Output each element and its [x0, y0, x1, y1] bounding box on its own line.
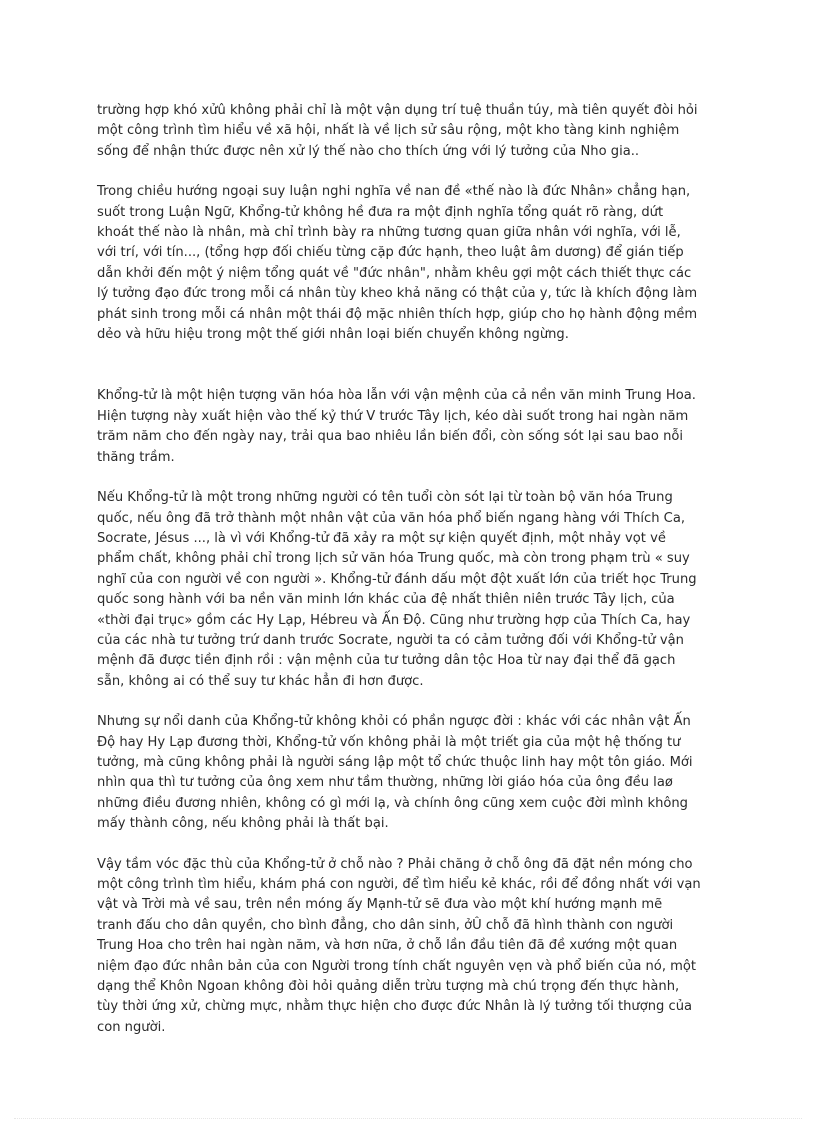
paragraph-5: Nhưng sự nổi danh của Khổng-tử không khỏi có phần ngược đời : khác với các nhân vật Ấn Độ hay Hy Lạp đương thời, Khổng-tử vốn không phải là một triết gia của một hệ thống tư tưởng, mà cũng không phải là người sáng lập một tổ chức thuộc linh hay một tôn giáo. Mới nhìn qua thì tư tưởng của ông xem như tầm thường, những lời giáo hóa của ông đều laø những điều đương nhiên, không có gì mới lạ, và chính ông cũng xem cuộc đời mình không mấy thành công, nếu không phải là thất bại. — [97, 714, 693, 832]
paragraph-spacer — [97, 692, 729, 712]
paragraph-spacer — [97, 162, 729, 182]
paragraph-1: trường hợp khó xửû không phải chỉ là một vận dụng trí tuệ thuần túy, mà tiên quyết đòi hỏi một công trình tìm hiểu về xã hội, nhất là về lịch sử sâu rộng, một kho tàng kinh nghiệm sống để nhận thức được nên xử lý thế nào cho thích ứng với lý tưởng của Nho gia.. — [97, 103, 698, 159]
section-spacer — [97, 345, 729, 386]
paragraph-4: Nếu Khổng-tử là một trong những người có tên tuổi còn sót lại từ toàn bộ văn hóa Trung quốc, nếu ông đã trở thành một nhân vật của văn hóa phổ biến ngang hàng với Thích Ca, Socrate, Jésus ..., là vì với Khổng-tử đã xảy ra một sự kiện quyết định, một nhảy vọt về phẩm chất, không phải chỉ trong lịch sử văn hóa Trung quốc, mà còn trong phạm trù « suy nghĩ của con người về con người ». Khổng-tử đánh dấu một đột xuất lớn của triết học Trung quốc song hành với ba nền văn minh lớn khác của đệ nhất thiên niên trước Tây lịch, của «thời đại trục» gồm các Hy Lạp, Hébreu và Ấn Độ. Cũng như trường hợp của Thích Ca, hay của các nhà tư tưởng trứ danh trước Socrate, người ta có cảm tưởng đối với Khổng-tử vận mệnh đã được tiền định rồi : vận mệnh của tư tưởng dân tộc Hoa từ nay đại thể đã gạch sẵn, không ai có thể suy tư khác hẳn đi hơn được. — [97, 490, 697, 689]
document-body — [97, 101, 729, 1038]
page-bottom-divider — [14, 1118, 802, 1119]
paragraph-3: Khổng-tử là một hiện tượng văn hóa hòa lẫn với vận mệnh của cả nền văn minh Trung Hoa. Hiện tượng này xuất hiện vào thế kỷ thứ V trước Tây lịch, kéo dài suốt trong hai ngàn năm trăm năm cho đến ngày nay, trải qua bao nhiêu lần biến đổi, còn sống sót lại sau bao nỗi thăng trầm. — [97, 388, 696, 465]
paragraph-6: Vậy tầm vóc đặc thù của Khổng-tử ở chỗ nào ? Phải chăng ở chỗ ông đã đặt nền móng cho một công trình tìm hiểu, khám phá con người, để tìm hiểu kẻ khác, rồi để đồng nhất với vạn vật và Trời mà về sau, trên nền móng ấy Mạnh-tử sẽ đưa vào một khí hướng mạnh mẽ tranh đấu cho dân quyền, cho bình đẳng, cho dân sinh, ởÛ chỗ đã hình thành con người Trung Hoa cho trên hai ngàn năm, và hơn nữa, ở chỗ lần đầu tiên đã đề xướng một quan niệm đạo đức nhân bản của con Người trong tính chất nguyên vẹn và phổ biến của nó, một dạng thể Khôn Ngoan không đòi hỏi quảng diễn trừu tượng mà chú trọng đến thực hành, tùy thời ứng xử, chừng mực, nhằm thực hiện cho được đức Nhân là lý tưởng tối thượng của con người. — [97, 856, 701, 1035]
paragraph-spacer — [97, 468, 729, 488]
paragraph-spacer — [97, 835, 729, 855]
paragraph-2: Trong chiều hướng ngoại suy luận nghi nghĩa về nan đề «thế nào là đức Nhân» chẳng hạn, suốt trong Luận Ngữ, Khổng-tử không hề đưa ra một định nghĩa tổng quát rõ ràng, dứt khoát thế nào là nhân, mà chỉ trình bày ra những tương quan giữa nhân với nghĩa, với lễ, với trí, với tín..., (tổng hợp đối chiếu từng cặp đức hạnh, theo luật âm dương) để gián tiếp dẫn khởi đến một ý niệm tổng quát về "đức nhân", nhằm khêu gợi một cách thiết thực các lý tưởng đạo đức trong mỗi cá nhân tùy kheo khả năng có thật của y, tức là khích động làm phát sinh trong mỗi cá nhân một thái độ mặc nhiên thích hợp, giúp cho họ hành động mềm dẻo và hữu hiệu trong một thế giới nhân loại biến chuyển không ngừng. — [97, 184, 698, 343]
